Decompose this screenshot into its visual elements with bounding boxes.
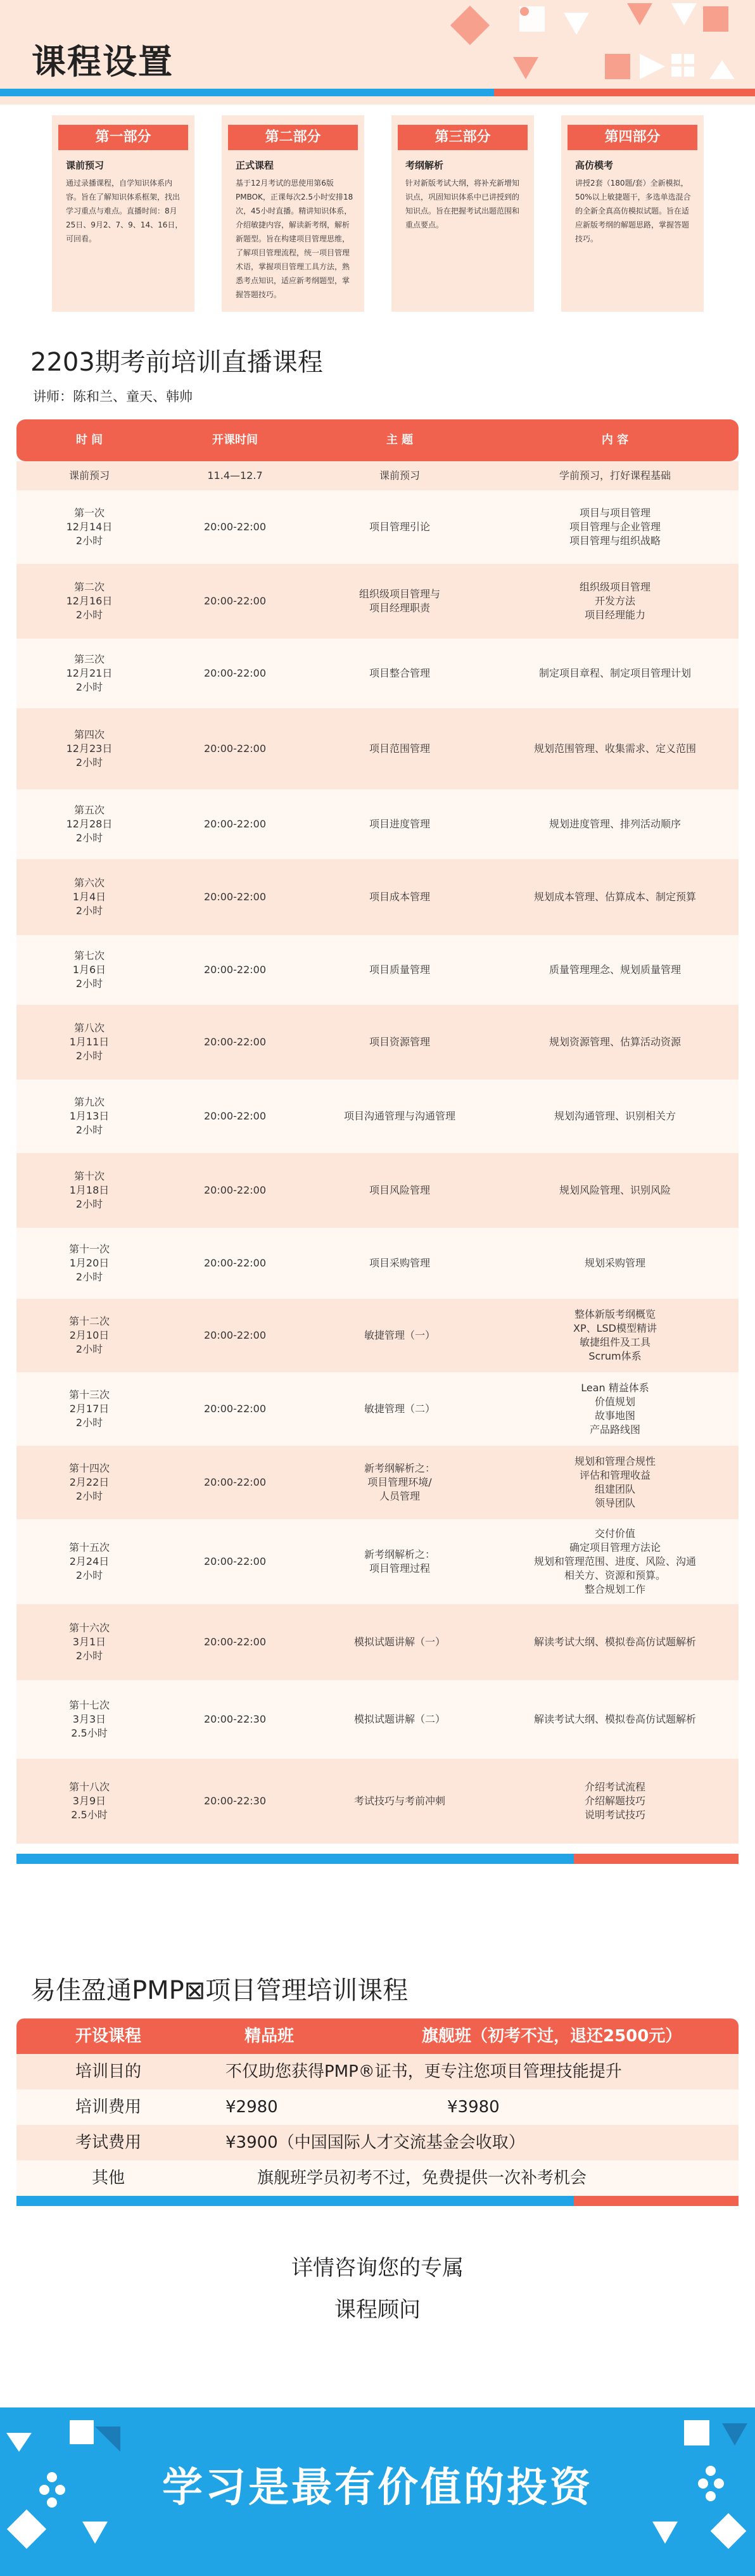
cell-content: 解读考试大纲、模拟卷高仿试题解析 — [533, 1713, 696, 1725]
part-desc: 基于12月考试的思使用第6版PMBOK，正课每次2.5小时安排18次，45小时直播。精讲知识体系，介绍敏捷内容，解读新考纲，解析新题型。旨在构建项目管理思维，了解项目管理流程，统一项目管理术语，掌握项目管理工具方法，熟悉考点知识，适应新考纲题型，掌握答题技巧。 — [236, 179, 353, 299]
consult-text: 详情咨询您的专属 — [291, 2255, 464, 2281]
cell-content: 学前预习，打好课程基础 — [559, 469, 671, 481]
cell-date: 20:00-22:00 — [204, 964, 266, 976]
cell-content: 交付价值 确定项目管理方法论 规划和管理范围、进度、风险、沟通 相关方、资源和预算。 整合规划工作 — [533, 1527, 696, 1595]
part-label: 第四部分 — [568, 125, 697, 150]
price-row — [16, 2125, 739, 2160]
cell-content: 整体新版考纲概览 XP、LSD模型精讲 敏捷组件及工具 Scrum体系 — [573, 1308, 657, 1362]
price-row — [16, 2160, 739, 2196]
part-desc: 针对新版考试大纲，将补充新增知识点，巩固知识体系中已讲授到的知识点。旨在把握考试出题范围和重点要点。 — [405, 179, 520, 229]
price-label: 培训费用 — [75, 2098, 141, 2117]
divider — [574, 1854, 739, 1864]
price-value: 不仅助您获得PMP®证书，更专注您项目管理技能提升 — [225, 2062, 622, 2081]
cell-date: 20:00-22:30 — [204, 1795, 266, 1807]
cell-topic: 模拟试题讲解（二） — [353, 1713, 445, 1725]
cell-content: 规划和管理合规性 评估和管理收益 组建团队 领导团队 — [574, 1455, 656, 1509]
table-row — [16, 490, 739, 564]
table-row — [16, 1446, 739, 1519]
section-title: 2203期考前培训直播课程 — [30, 348, 323, 377]
cell-topic: 新考纲解析之： 项目管理环境/ 人员管理 — [364, 1462, 435, 1502]
cell-time: 第十次 1月18日 2小时 — [69, 1170, 110, 1210]
part-card — [391, 115, 534, 312]
cell-date: 20:00-22:00 — [204, 1329, 266, 1341]
part-title: 课前预习 — [66, 160, 105, 171]
cell-date: 11.4—12.7 — [207, 469, 263, 481]
cell-date: 20:00-22:00 — [204, 667, 266, 679]
cell-time: 第二次 12月16日 2小时 — [66, 581, 113, 621]
part-label: 第二部分 — [228, 125, 358, 150]
price-flagship: ¥3980 — [447, 2098, 500, 2117]
cell-time: 第八次 1月11日 2小时 — [69, 1022, 110, 1062]
cell-date: 20:00-22:00 — [204, 1555, 266, 1567]
cell-time: 第十一次 1月20日 2小时 — [68, 1243, 110, 1283]
cell-time: 第十六次 3月1日 2小时 — [68, 1622, 110, 1662]
divider — [494, 89, 755, 96]
cell-time: 第九次 1月13日 2小时 — [69, 1096, 110, 1136]
price-value: ¥3900（中国国际人才交流基金会收取） — [225, 2133, 525, 2152]
part-title: 正式课程 — [236, 160, 274, 171]
cell-topic: 项目范围管理 — [369, 743, 430, 755]
cell-date: 20:00-22:00 — [204, 818, 266, 830]
table-row — [16, 461, 739, 490]
cell-date: 20:00-22:00 — [204, 1476, 266, 1488]
part-title: 考纲解析 — [405, 160, 444, 171]
part-desc: 讲授2套（180题/套）全新模拟，50%以上敏捷题干，多选单选混合的全新全真高仿模拟试题。旨在适应新版考纲的解题思路，掌握答题技巧。 — [575, 179, 691, 243]
cell-topic: 项目整合管理 — [369, 667, 430, 679]
cell-topic: 项目质量管理 — [369, 964, 430, 976]
page-title: 课程设置 — [32, 42, 174, 82]
cell-time: 第六次 1月4日 2小时 — [72, 877, 106, 917]
table-row — [16, 1153, 739, 1228]
column-header: 开设课程 — [75, 2027, 141, 2046]
part-card — [222, 115, 364, 312]
cell-content: 解读考试大纲、模拟卷高仿试题解析 — [533, 1636, 696, 1648]
cell-time: 第十三次 2月17日 2小时 — [68, 1389, 110, 1429]
cell-content: 规划资源管理、估算活动资源 — [549, 1036, 681, 1048]
column-header: 时 间 — [75, 433, 103, 447]
cell-topic: 敏捷管理（二） — [364, 1403, 435, 1415]
price-label: 其他 — [91, 2169, 125, 2188]
cell-date: 20:00-22:30 — [204, 1713, 266, 1725]
part-label: 第三部分 — [398, 125, 528, 150]
cell-date: 20:00-22:00 — [204, 1257, 266, 1269]
table-row — [16, 1604, 739, 1680]
cell-content: Lean 精益体系 价值规划 故事地图 产品路线图 — [581, 1382, 649, 1436]
cell-topic: 考试技巧与考前冲刺 — [353, 1795, 445, 1807]
table-row — [16, 1005, 739, 1080]
divider — [0, 89, 494, 96]
part-title: 高仿模考 — [575, 160, 614, 171]
cell-content: 质量管理理念、规划质量管理 — [549, 964, 681, 976]
part-label: 第一部分 — [58, 125, 188, 150]
footer-slogan: 学习是最有价值的投资 — [162, 2464, 593, 2511]
column-header: 主 题 — [386, 433, 414, 447]
part-desc: 通过录播课程，自学知识体系内容。旨在了解知识体系框架，找出学习重点与难点。直播时间：8月25日、9月2、7、9、14、16日，可回看。 — [66, 179, 183, 243]
cell-time: 第一次 12月14日 2小时 — [66, 507, 113, 547]
cell-topic: 项目资源管理 — [369, 1036, 430, 1048]
cell-date: 20:00-22:00 — [204, 595, 266, 607]
column-header: 精品班 — [244, 2027, 295, 2046]
cell-date: 20:00-22:00 — [204, 1636, 266, 1648]
table-row — [16, 1680, 739, 1759]
cell-date: 20:00-22:00 — [204, 1184, 266, 1196]
cell-time: 第十七次 3月3日 2.5小时 — [68, 1699, 110, 1739]
cell-topic: 项目采购管理 — [369, 1257, 430, 1269]
divider — [574, 2196, 739, 2206]
table-row — [16, 1759, 739, 1844]
cell-topic: 项目成本管理 — [369, 891, 430, 903]
cell-content: 规划沟通管理、识别相关方 — [554, 1110, 676, 1122]
cell-date: 20:00-22:00 — [204, 891, 266, 903]
cell-content: 规划成本管理、估算成本、制定预算 — [533, 891, 696, 903]
cell-date: 20:00-22:00 — [204, 1403, 266, 1415]
column-header: 内 容 — [601, 433, 629, 447]
cell-time: 第十五次 2月24日 2小时 — [68, 1541, 110, 1581]
column-header: 开课时间 — [212, 433, 258, 447]
cell-time: 第七次 1月6日 2小时 — [72, 950, 106, 990]
table-row — [16, 1228, 739, 1299]
cell-topic: 项目沟通管理与沟通管理 — [343, 1110, 455, 1122]
divider — [16, 1854, 574, 1864]
cell-content: 规划进度管理、排列活动顺序 — [549, 818, 681, 830]
cell-time: 第十四次 2月22日 2小时 — [68, 1462, 110, 1502]
part-card — [561, 115, 704, 312]
cell-time: 第十二次 2月10日 2小时 — [68, 1315, 110, 1355]
cell-content: 组织级项目管理 开发方法 项目经理能力 — [579, 581, 650, 621]
cell-topic: 组织级项目管理与 项目经理职责 — [358, 588, 440, 614]
cell-content: 制定项目章程、制定项目管理计划 — [538, 667, 691, 679]
column-header: 旗舰班（初考不过，退还2500元） — [422, 2027, 682, 2046]
section-title: 易佳盈通PMP⊠项目管理培训课程 — [30, 1976, 409, 2005]
cell-topic: 敏捷管理（一） — [364, 1329, 435, 1341]
table-row — [16, 1519, 739, 1604]
cell-time: 第十八次 3月9日 2.5小时 — [68, 1781, 110, 1821]
cell-topic: 项目风险管理 — [369, 1184, 430, 1196]
cell-content: 项目与项目管理 项目管理与企业管理 项目管理与组织战略 — [569, 507, 661, 547]
part-card — [52, 115, 194, 312]
table-row — [16, 1080, 739, 1153]
price-value: 旗舰班学员初考不过，免费提供一次补考机会 — [257, 2169, 587, 2188]
price-label: 考试费用 — [75, 2133, 141, 2152]
cell-topic: 项目管理引论 — [369, 521, 430, 533]
price-standard: ¥2980 — [225, 2098, 278, 2117]
table-row — [16, 789, 739, 859]
table-row — [16, 935, 739, 1005]
cell-content: 规划风险管理、识别风险 — [559, 1184, 671, 1196]
cell-content: 规划范围管理、收集需求、定义范围 — [533, 743, 696, 755]
table-row — [16, 708, 739, 789]
table-row — [16, 639, 739, 708]
cell-topic: 课前预习 — [379, 469, 420, 481]
price-label: 培训目的 — [75, 2062, 141, 2081]
consult-text: 课程顾问 — [334, 2297, 421, 2323]
table-row — [16, 564, 739, 639]
price-row — [16, 2089, 739, 2125]
divider — [16, 2196, 574, 2206]
cell-topic: 新考纲解析之： 项目管理过程 — [364, 1548, 435, 1574]
cell-date: 20:00-22:00 — [204, 743, 266, 755]
cell-date: 20:00-22:00 — [204, 521, 266, 533]
cell-time: 第三次 12月21日 2小时 — [66, 653, 113, 693]
cell-date: 20:00-22:00 — [204, 1110, 266, 1122]
price-header-row — [16, 2018, 739, 2054]
cell-topic: 模拟试题讲解（一） — [353, 1636, 445, 1648]
cell-date: 20:00-22:00 — [204, 1036, 266, 1048]
table-row — [16, 859, 739, 935]
cell-time: 课前预习 — [68, 469, 110, 481]
decorative-shapes-icon — [443, 0, 755, 89]
cell-content: 规划采购管理 — [584, 1257, 645, 1269]
teachers: 讲师：陈和兰、童天、韩帅 — [33, 389, 193, 404]
price-row — [16, 2054, 739, 2089]
cell-content: 介绍考试流程 介绍解题技巧 说明考试技巧 — [584, 1781, 645, 1821]
table-row — [16, 1372, 739, 1446]
cell-topic: 项目进度管理 — [369, 818, 430, 830]
cell-time: 第五次 12月28日 2小时 — [66, 804, 113, 844]
cell-time: 第四次 12月23日 2小时 — [66, 729, 113, 768]
table-row — [16, 1299, 739, 1372]
